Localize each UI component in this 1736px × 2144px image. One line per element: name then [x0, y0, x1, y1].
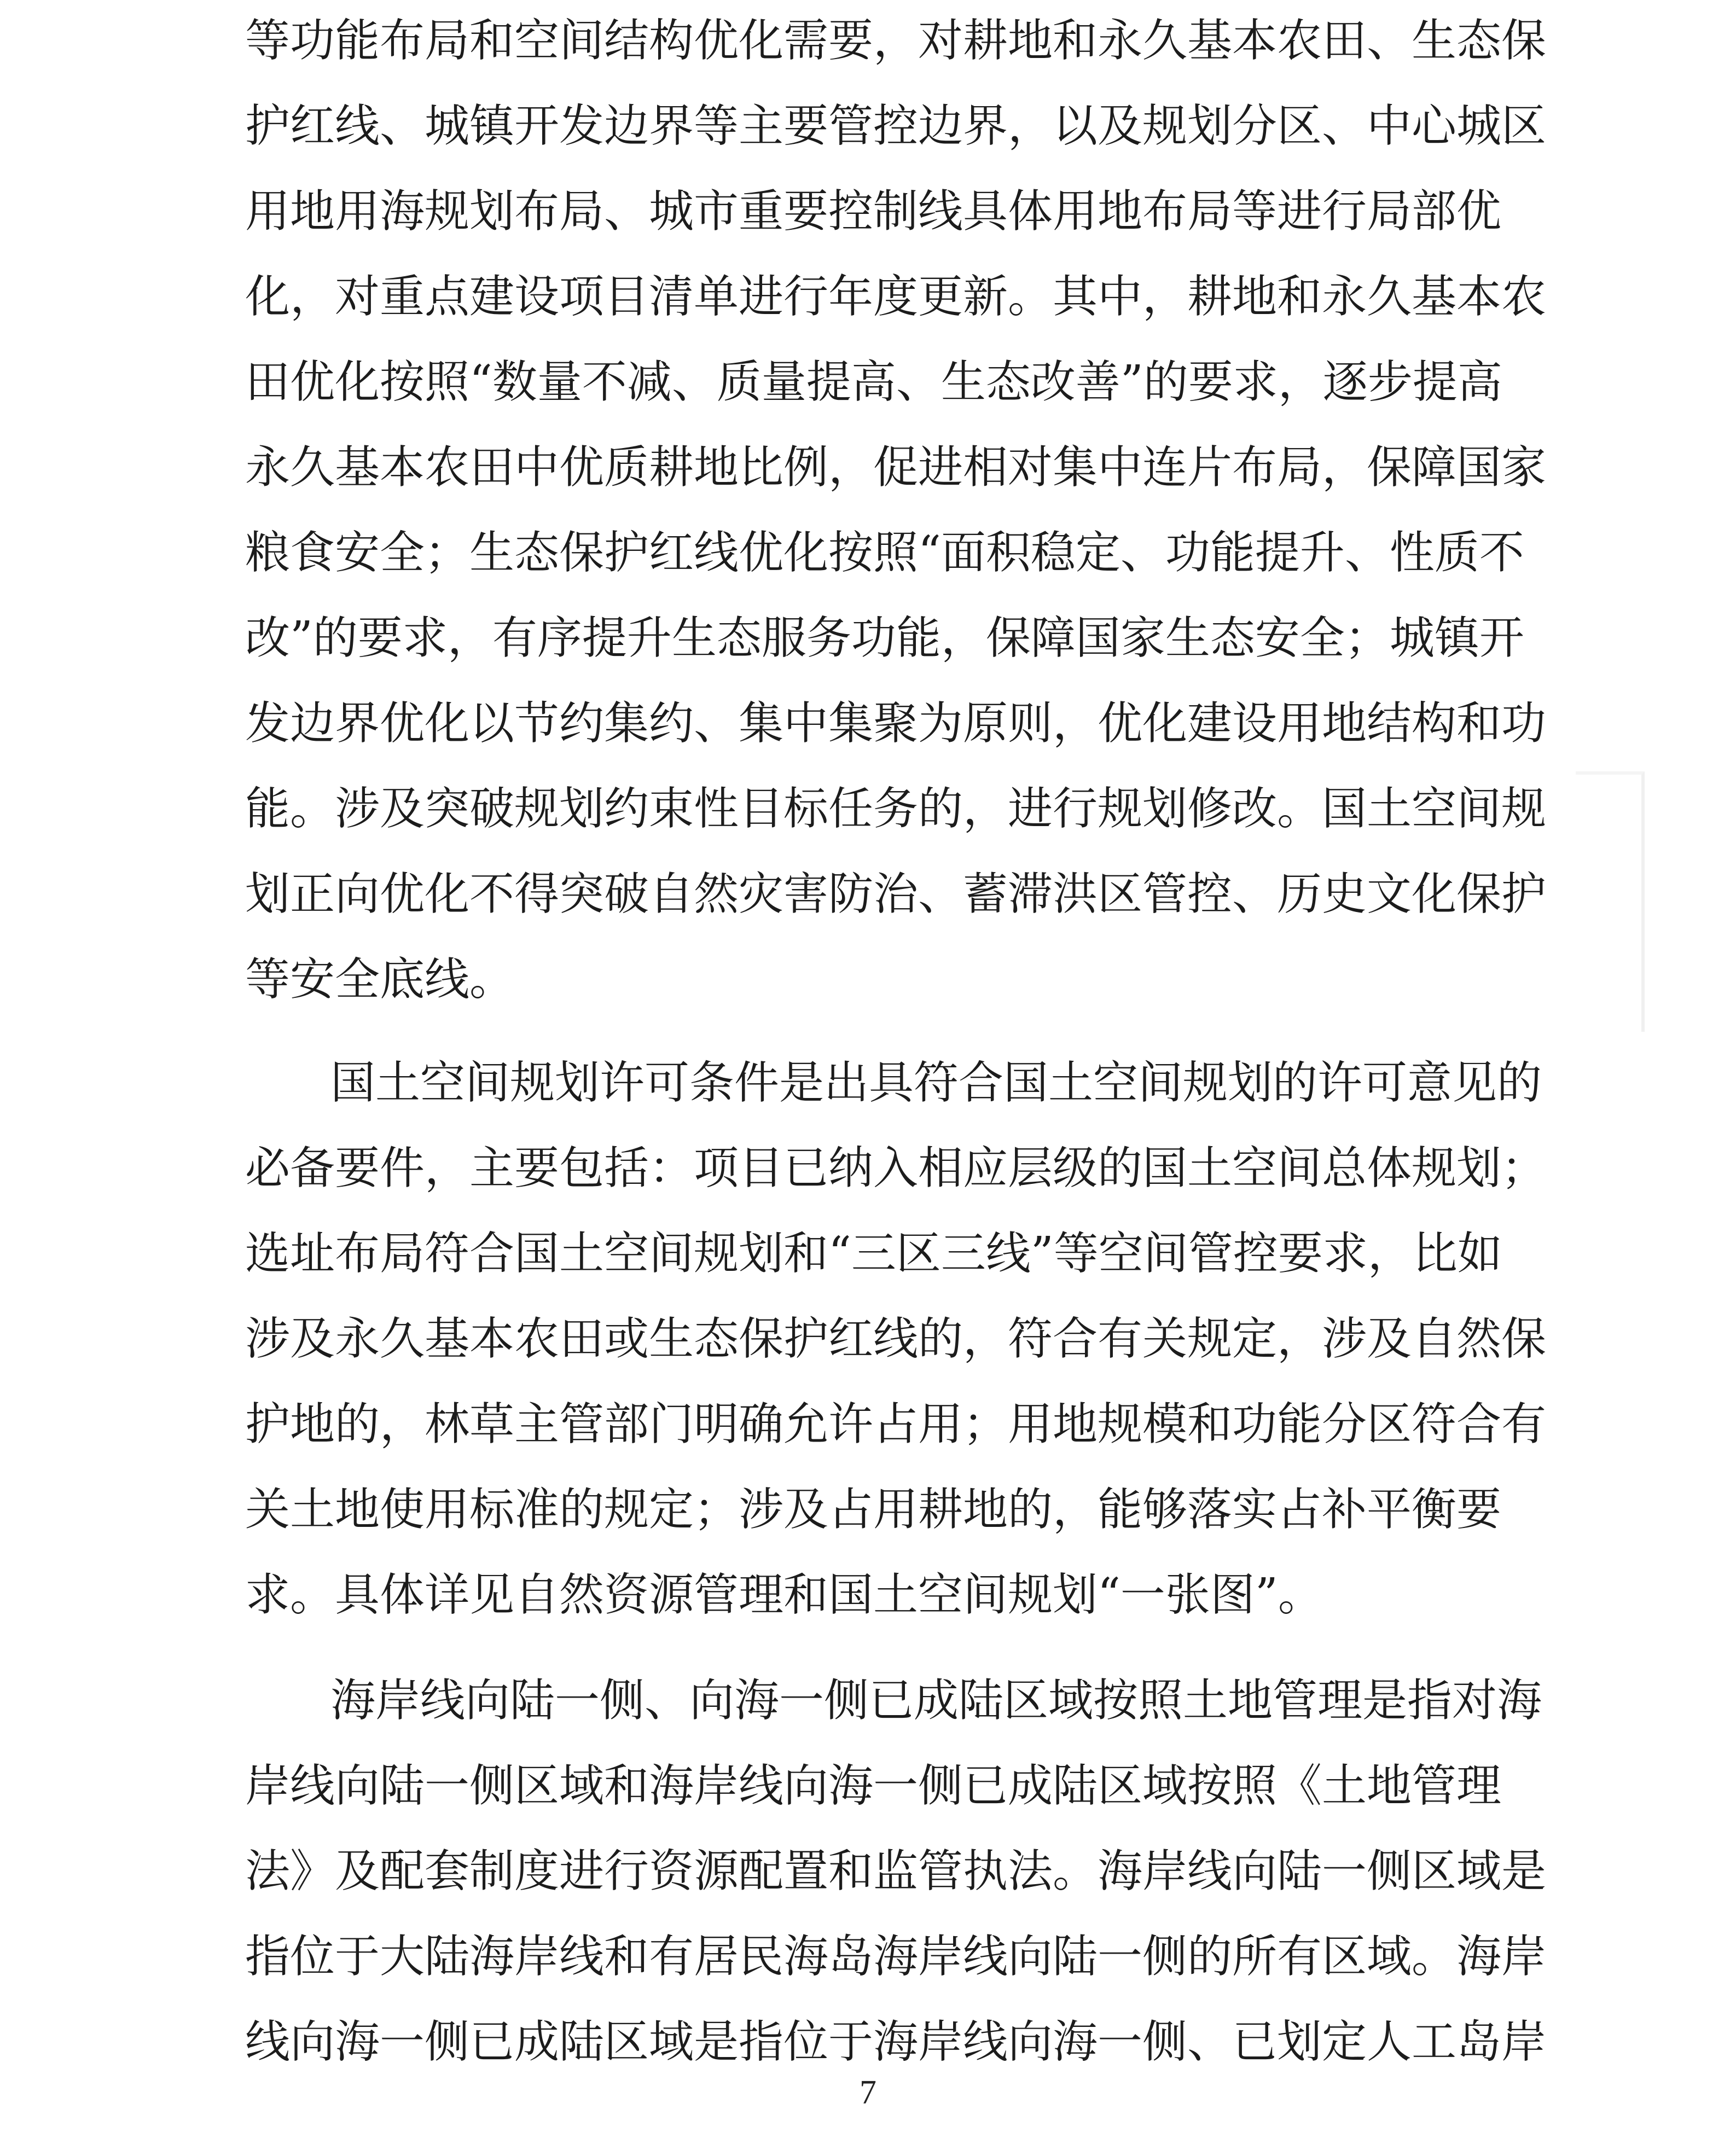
paragraph-1-line-5: 田优化按照“数量不减、质量提高、生态改善”的要求，逐步提高	[245, 356, 1502, 408]
paragraph-1-line-9: 发边界优化以节约集约、集中集聚为原则，优化建设用地结构和功	[245, 698, 1547, 749]
paragraph-1-line-2: 护红线、城镇开发边界等主要管控边界，以及规划分区、中心城区	[245, 100, 1547, 152]
paragraph-2-line-2: 必备要件，主要包括：项目已纳入相应层级的国土空间总体规划；	[245, 1142, 1547, 1194]
paragraph-2-line-1: 国土空间规划许可条件是出具符合国土空间规划的许可意见的	[330, 1057, 1542, 1109]
paragraph-3-line-5: 线向海一侧已成陆区域是指位于海岸线向海一侧、已划定人工岛岸	[245, 2016, 1547, 2068]
paragraph-2-line-3: 选址布局符合国土空间规划和“三区三线”等空间管控要求，比如	[245, 1228, 1502, 1280]
paragraph-2-line-6: 关土地使用标准的规定；涉及占用耕地的，能够落实占补平衡要	[245, 1484, 1502, 1536]
paragraph-1-line-1: 等功能布局和空间结构优化需要，对耕地和永久基本农田、生态保	[245, 15, 1547, 67]
paragraph-2-line-4: 涉及永久基本农田或生态保护红线的，符合有关规定，涉及自然保	[245, 1313, 1547, 1365]
paragraph-1-line-6: 永久基本农田中优质耕地比例，促进相对集中连片布局，保障国家	[245, 441, 1547, 493]
paragraph-3-line-4: 指位于大陆海岸线和有居民海岛海岸线向陆一侧的所有区域。海岸	[245, 1931, 1547, 1983]
page-edge-shadow	[1576, 771, 1645, 1032]
paragraph-1-line-4: 化，对重点建设项目清单进行年度更新。其中，耕地和永久基本农	[245, 271, 1547, 323]
paragraph-1-line-7: 粮食安全；生态保护红线优化按照“面积稳定、功能提升、性质不	[245, 527, 1524, 579]
page-number: 7	[860, 2074, 876, 2111]
paragraph-1-line-3: 用地用海规划布局、城市重要控制线具体用地布局等进行局部优	[245, 185, 1502, 237]
paragraph-1-line-12: 等安全底线。	[245, 954, 515, 1006]
paragraph-3-line-1: 海岸线向陆一侧、向海一侧已成陆区域按照土地管理是指对海	[330, 1675, 1542, 1727]
paragraph-3-line-2: 岸线向陆一侧区域和海岸线向海一侧已成陆区域按照《土地管理	[245, 1760, 1502, 1812]
paragraph-2-line-5: 护地的，林草主管部门明确允许占用；用地规模和功能分区符合有	[245, 1398, 1547, 1450]
paragraph-1-line-8: 改”的要求，有序提升生态服务功能，保障国家生态安全；城镇开	[245, 612, 1524, 664]
paragraph-1-line-11: 划正向优化不得突破自然灾害防治、蓄滞洪区管控、历史文化保护	[245, 868, 1547, 920]
paragraph-3-line-3: 法》及配套制度进行资源配置和监管执法。海岸线向陆一侧区域是	[245, 1845, 1547, 1897]
paragraph-2-line-7: 求。具体详见自然资源管理和国土空间规划“一张图”。	[245, 1569, 1323, 1621]
paragraph-1-line-10: 能。涉及突破规划约束性目标任务的，进行规划修改。国土空间规	[245, 783, 1547, 835]
